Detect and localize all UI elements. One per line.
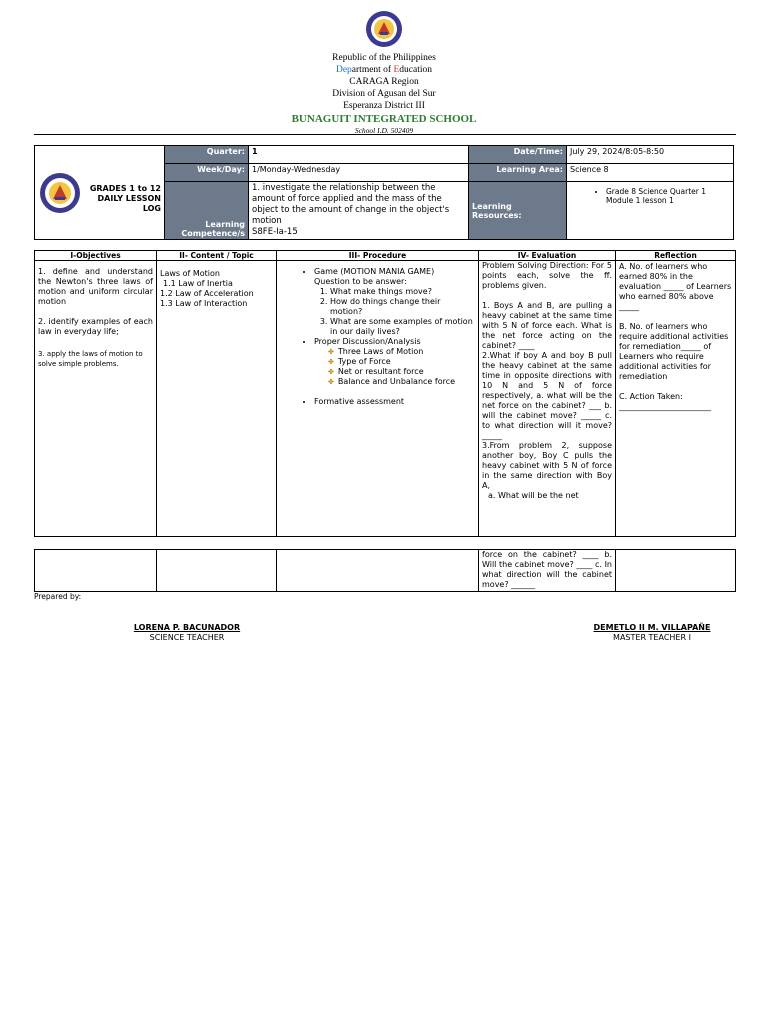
competence-value: 1. investigate the relationship between the amount of force applied and the mass of the object to the amount of change in the object's motion S8FE-Ia-15 — [249, 182, 469, 240]
competence-label: Learning Competence/s — [165, 182, 249, 240]
content-subtopic: 1.2 Law of Acceleration — [160, 289, 254, 298]
col-procedure: III- Procedure — [277, 251, 479, 261]
discussion-topic: ✤ Balance and Unbalance force — [328, 377, 475, 387]
date-value: July 29, 2024/8:05-8:50 — [567, 146, 734, 164]
teacher-title: SCIENCE TEACHER — [149, 633, 225, 642]
evaluation-cell — [479, 261, 616, 537]
deped-seal-icon — [365, 10, 403, 48]
log-title: DAILY LESSON LOG — [97, 193, 161, 213]
teacher-signature — [112, 623, 262, 643]
col-reflection: Reflection — [616, 251, 736, 261]
procedure-question: 2. How do things change their motion? — [330, 297, 475, 317]
deped-seal-icon — [38, 171, 82, 215]
evaluation-problem-3a: a. What will be the net — [488, 491, 579, 500]
date-label: Date/Time: — [469, 146, 567, 164]
content-topic: Laws of Motion — [160, 269, 220, 278]
cont-objectives-cell — [35, 550, 157, 592]
evaluation-problem-1: 1. Boys A and B, are pulling a heavy cabinet at the same time with 5 N of force each. What is the net force acting on the cabinet? ____ — [482, 301, 612, 350]
school-name: BUNAGUIT INTEGRATED SCHOOL — [291, 113, 477, 125]
discussion-topic: ✤ Type of Force — [328, 357, 475, 367]
resources-value — [567, 182, 734, 240]
teacher-name: LORENA P. BACUNADOR — [133, 623, 241, 632]
reflection-cell — [616, 261, 736, 537]
evaluation-problem-2: 2.What if boy A and boy B pull the heavy cabinet at the same time in opposite directions with 10 N and 5 N of force respectively, a. what will be the net force on the cabinet? ___ b. will the cabinet move? _____ c. to what direction will it move? _____ — [482, 351, 612, 440]
reflection-c: C. Action Taken: — [619, 392, 683, 401]
master-title: MASTER TEACHER I — [613, 633, 691, 642]
department-line: Department of Education — [335, 65, 433, 75]
division-line: Division of Agusan del Sur — [332, 89, 436, 99]
procedure-cell — [277, 261, 479, 537]
question-intro: Question to be answer: — [314, 277, 407, 286]
reflection-b: B. No. of learners who require additional activities for remediation_____ of Learners who require additional activities for remediation — [619, 322, 729, 381]
area-value: Science 8 — [567, 164, 734, 182]
cont-evaluation-cell: force on the cabinet? ____ b. Will the cabinet move? ____ c. In what direction will the cabinet move? ______ — [479, 550, 616, 592]
competence-code: S8FE-Ia-15 — [252, 227, 298, 237]
cont-procedure-cell — [277, 550, 479, 592]
school-id: School I.D. 502409 — [354, 126, 414, 135]
reflection-a: A. No. of learners who earned 80% in the evaluation _____ of Learners who earned 80% above _____ — [619, 262, 732, 311]
grade-title-cell — [35, 146, 165, 240]
week-value: 1/Monday-Wednesday — [249, 164, 469, 182]
objective-2: 2. identify examples of each law in everyday life; — [38, 317, 153, 336]
content-subtopic: 1.1 Law of Inertia — [163, 279, 233, 288]
resources-label: Learning Resources: — [469, 182, 567, 240]
procedure-question: 1. What make things move? — [330, 287, 475, 297]
lesson-info-table — [34, 145, 734, 240]
discussion-topic: ✤ Net or resultant force — [328, 367, 475, 377]
evaluation-direction: Problem Solving Direction: For 5 points each, solve the ff. problems given. — [482, 261, 612, 290]
col-evaluation: IV- Evaluation — [479, 251, 616, 261]
prepared-by-label: Prepared by: — [34, 592, 82, 601]
lesson-plan-table — [34, 250, 736, 537]
procedure-discussion: • Proper Discussion/Analysis ✤ Three Laws of Motion ✤ Type of Force ✤ Net or resultant force ✤ Balance and Unbalance force — [314, 337, 475, 387]
district-line: Esperanza District III — [343, 101, 425, 111]
cont-content-cell — [157, 550, 277, 592]
procedure-formative: • Formative assessment — [314, 397, 475, 407]
procedure-question: 3. What are some examples of motion in our daily lives? — [330, 317, 475, 337]
quarter-value: 1 — [249, 146, 469, 164]
master-teacher-signature — [574, 623, 730, 643]
col-objectives: I-Objectives — [35, 251, 157, 261]
objective-1: 1. define and understand the Newton's three laws of motion and uniform circular motion — [38, 267, 153, 306]
content-cell — [157, 261, 277, 537]
week-label: Week/Day: — [165, 164, 249, 182]
area-label: Learning Area: — [469, 164, 567, 182]
header-divider — [34, 134, 736, 135]
col-content: II- Content / Topic — [157, 251, 277, 261]
lesson-plan-continuation — [34, 549, 736, 592]
republic-line: Republic of the Philippines — [332, 53, 436, 63]
grade-title: GRADES 1 to 12 — [89, 183, 161, 193]
cont-reflection-cell — [616, 550, 736, 592]
region-line: CARAGA Region — [349, 77, 419, 87]
procedure-game: • Game (MOTION MANIA GAME) Question to be answer: 1. What make things move? 2. How do things change their motion? 3. What are some examples of motion in our daily lives? — [314, 267, 475, 337]
discussion-topic: ✤ Three Laws of Motion — [328, 347, 475, 357]
objective-3: 3. apply the laws of motion to solve simple problems. — [38, 350, 143, 368]
objectives-cell — [35, 261, 157, 537]
quarter-label: Quarter: — [165, 146, 249, 164]
content-subtopic: 1.3 Law of Interaction — [160, 299, 248, 308]
evaluation-problem-3: 3.From problem 2, suppose another boy, Boy C pulls the heavy cabinet with 5 N of force in the same direction with Boy A, — [482, 441, 612, 490]
document-header — [0, 10, 768, 135]
resource-item: • Grade 8 Science Quarter 1 Module 1 lesson 1 — [606, 187, 730, 205]
master-name: DEMETLO II M. VILLAPAÑE — [593, 623, 711, 632]
reflection-c-line: _______________________ — [619, 402, 711, 411]
